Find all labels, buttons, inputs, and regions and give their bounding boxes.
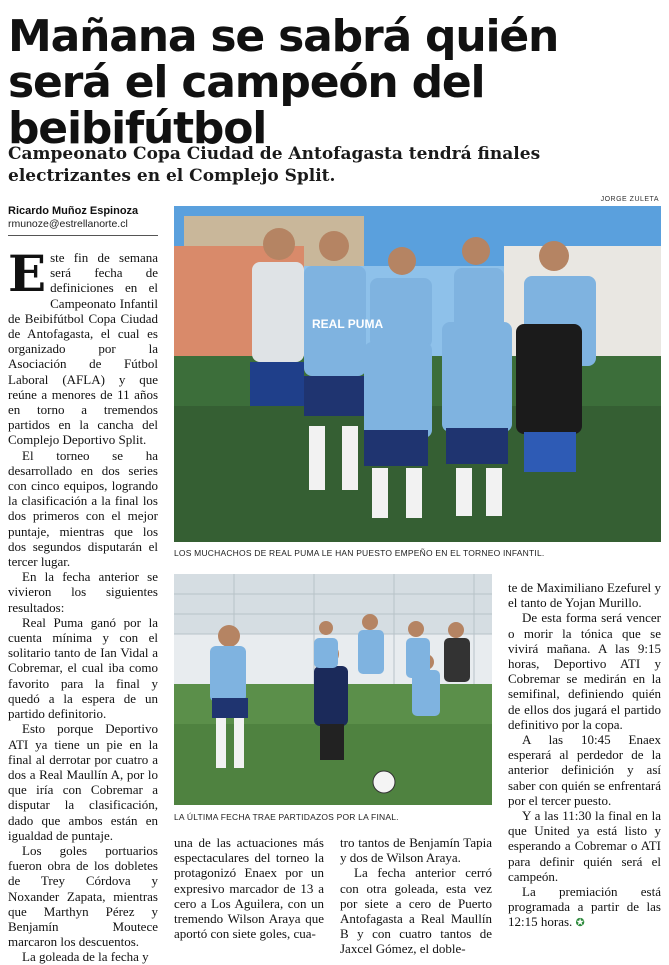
paragraph: una de las actuaciones más espectaculares del torneo la protagonizó Enaex por un expresivo marcador de 13 a cero a Los Aguilera, con un tremendo Wilson Araya que aportó con siete goles, cua- [174,835,324,942]
caption-top: LOS MUCHACHOS DE REAL PUMA LE HAN PUESTO EMPEÑO EN EL TORNEO INFANTIL. [174,548,545,558]
paragraph: La fecha anterior cerró con otra goleada, esta vez por siete a cero de Puerto Antofagasta a Real Maullín B y con cuatro tantos de Jaxcel Gómez, el doble- [340,865,492,957]
paragraph: A las 10:45 Enaex esperará al perdedor de la anterior definición y así saber con quién se enfrentará por el tercer puesto. [508,732,661,808]
match-photo [174,574,492,805]
author-name: Ricardo Muñoz Espinoza [8,205,139,217]
byline [8,205,158,236]
column-3 [340,835,492,957]
drop-cap: E [8,244,47,303]
paragraph: De esta forma será vencer o morir la tónica que se vivirá mañana. A las 9:15 horas, Deportivo ATI y Cobremar se medirán en la semifinal, definiendo quién de ellos dos jugará el partido definitivo por la copa. [508,610,661,732]
paragraph: Real Puma ganó por la cuenta mínima y con el solitario tanto de Ian Vidal a Cobremar, el cual iba como favorito para la final y quedó a la espera de un partido definitorio. [8,614,158,722]
end-of-article-icon: ✪ [575,917,585,930]
column-1 [8,244,158,965]
paragraph: La premiación está programada a partir de las 12:15 horas. ✪ [508,884,661,930]
subheadline: Campeonato Copa Ciudad de Antofagasta tendrá finales electrizantes en el Complejo Split. [8,144,541,186]
paragraph: Y a las 11:30 la final en la que United ya está listo y esperando a Cobremar o ATI para definir quién será el campeón. [508,808,661,884]
author-email: rmunoze@estrellanorte.cl [8,218,128,230]
paragraph: Este fin de semana será fecha de definiciones en el Campeonato Infantil de Beibifútbol Copa Ciudad de Antofagasta, el cual es organizado por la Asociación de Fútbol Laboral (AFLA) y que reúne a menores de 11 años en torno a tremendos partidos en la cancha del Complejo Deportivo Split. [8,244,158,448]
team-photo [174,206,661,542]
headline: Mañana se sabrá quién será el campeón del beibifútbol [8,11,559,154]
paragraph: Los goles portuarios fueron obra de los dobletes de Trey Córdova y Noxander Zapata, mientras que Marthyn Pérez y Benjamín Moutece marcaron los descuentos. [8,842,158,950]
shirt-text: REAL PUMA [312,317,384,331]
paragraph: tro tantos de Benjamín Tapia y dos de Wilson Araya. [340,835,492,866]
caption-bottom: LA ÚLTIMA FECHA TRAE PARTIDAZOS POR LA FINAL. [174,812,399,822]
paragraph: te de Maximiliano Ezefurel y el tanto de Yojan Murillo. [508,580,661,611]
paragraph: En la fecha anterior se vivieron los siguientes resultados: [8,569,158,615]
photo-credit: JORGE ZULETA [600,196,659,203]
column-4 [508,580,661,932]
column-2 [174,835,324,941]
paragraph: El torneo se ha desarrollado en dos series con cinco equipos, logrando la clasificación a la final los dos primeros con el mejor puntaje, mientras que los dos segundos disputarán el tercer lugar. [8,447,158,570]
paragraph: Esto porque Deportivo ATI ya tiene un pie en la final al derrotar por cuatro a dos a Real Maullín A, por lo que iría con Cobremar a disputar la clasificación, dado que ambos están en igualdad de puntaje. [8,721,158,843]
byline-divider [8,235,158,236]
paragraph: La goleada de la fecha y [22,949,149,965]
